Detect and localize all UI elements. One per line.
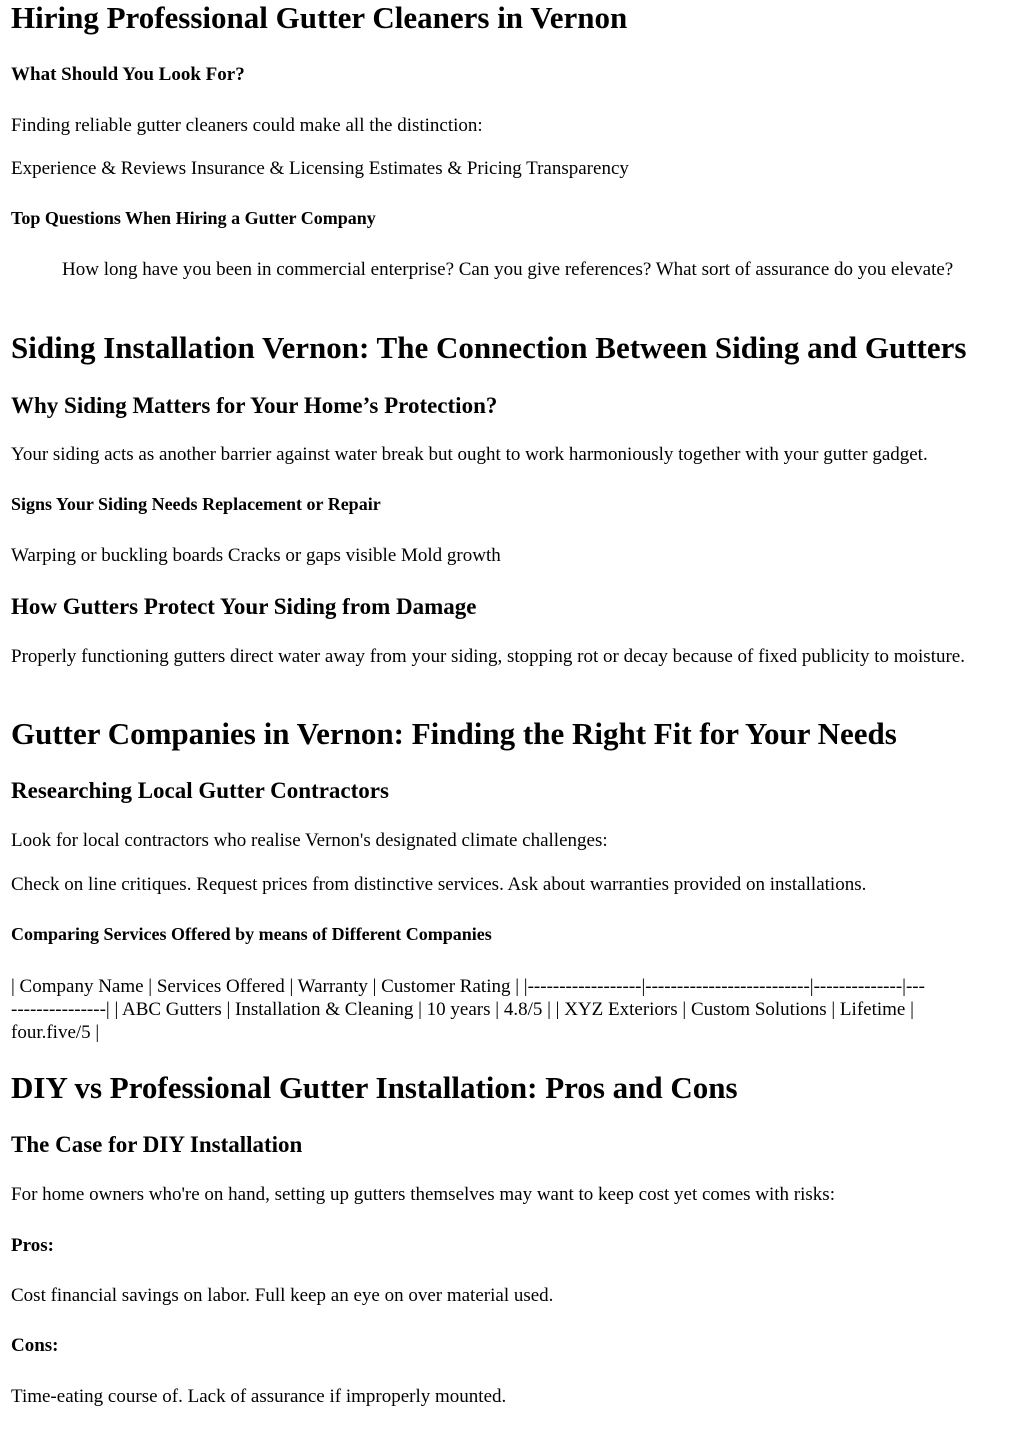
heading-gutters-protect: How Gutters Protect Your Siding from Damage	[11, 594, 477, 619]
heading-researching-contractors: Researching Local Gutter Contractors	[11, 778, 389, 803]
section-title-companies: Gutter Companies in Vernon: Finding the Right Fit for Your Needs	[11, 716, 897, 751]
heading-case-for-diy: The Case for DIY Installation	[11, 1132, 303, 1157]
paragraph-diy-intro: For home owners who're on hand, setting up gutters themselves may want to keep cost yet comes with risks:	[11, 1184, 835, 1205]
heading-why-siding-matters: Why Siding Matters for Your Home’s Protection?	[11, 393, 498, 418]
heading-what-to-look-for: What Should You Look For?	[11, 64, 245, 85]
paragraph-siding-signs: Warping or buckling boards Cracks or gaps visible Mold growth	[11, 545, 501, 566]
section-title-hiring: Hiring Professional Gutter Cleaners in Vernon	[11, 0, 628, 35]
label-pros: Pros:	[11, 1235, 54, 1256]
blockquote-questions: How long have you been in commercial enterprise? Can you give references? What sort of assurance do you elevate?	[62, 259, 954, 280]
paragraph-research-tips: Check on line critiques. Request prices from distinctive services. Ask about warranties provided on installations.	[11, 874, 867, 895]
heading-siding-signs: Signs Your Siding Needs Replacement or Repair	[11, 494, 381, 514]
paragraph-criteria: Experience & Reviews Insurance & Licensing Estimates & Pricing Transparency	[11, 158, 629, 179]
section-title-diy: DIY vs Professional Gutter Installation: Pros and Cons	[11, 1070, 738, 1105]
table-text-line-1: | Company Name | Services Offered | Warranty | Customer Rating | |------------------|--------------------------|--------------|---	[11, 976, 925, 997]
paragraph-intro: Finding reliable gutter cleaners could make all the distinction:	[11, 115, 483, 136]
heading-top-questions: Top Questions When Hiring a Gutter Company	[11, 208, 376, 228]
heading-comparing-services: Comparing Services Offered by means of Different Companies	[11, 924, 492, 944]
paragraph-gutters-protect: Properly functioning gutters direct water away from your siding, stopping rot or decay because of fixed publicity to moisture.	[11, 646, 965, 667]
paragraph-research-intro: Look for local contractors who realise Vernon's designated climate challenges:	[11, 830, 608, 851]
paragraph-pros: Cost financial savings on labor. Full keep an eye on over material used.	[11, 1285, 554, 1306]
paragraph-why-siding: Your siding acts as another barrier against water break but ought to work harmoniously together with your gutter gadget.	[11, 444, 928, 465]
table-text-line-2: ---------------| | ABC Gutters | Installation & Cleaning | 10 years | 4.8/5 | | XYZ Exteriors | Custom Solutions | Lifetime |	[11, 999, 914, 1020]
label-cons: Cons:	[11, 1335, 59, 1356]
table-text-line-3: four.five/5 |	[11, 1022, 100, 1043]
section-title-siding: Siding Installation Vernon: The Connection Between Siding and Gutters	[11, 330, 967, 365]
paragraph-cons: Time-eating course of. Lack of assurance if improperly mounted.	[11, 1386, 507, 1407]
